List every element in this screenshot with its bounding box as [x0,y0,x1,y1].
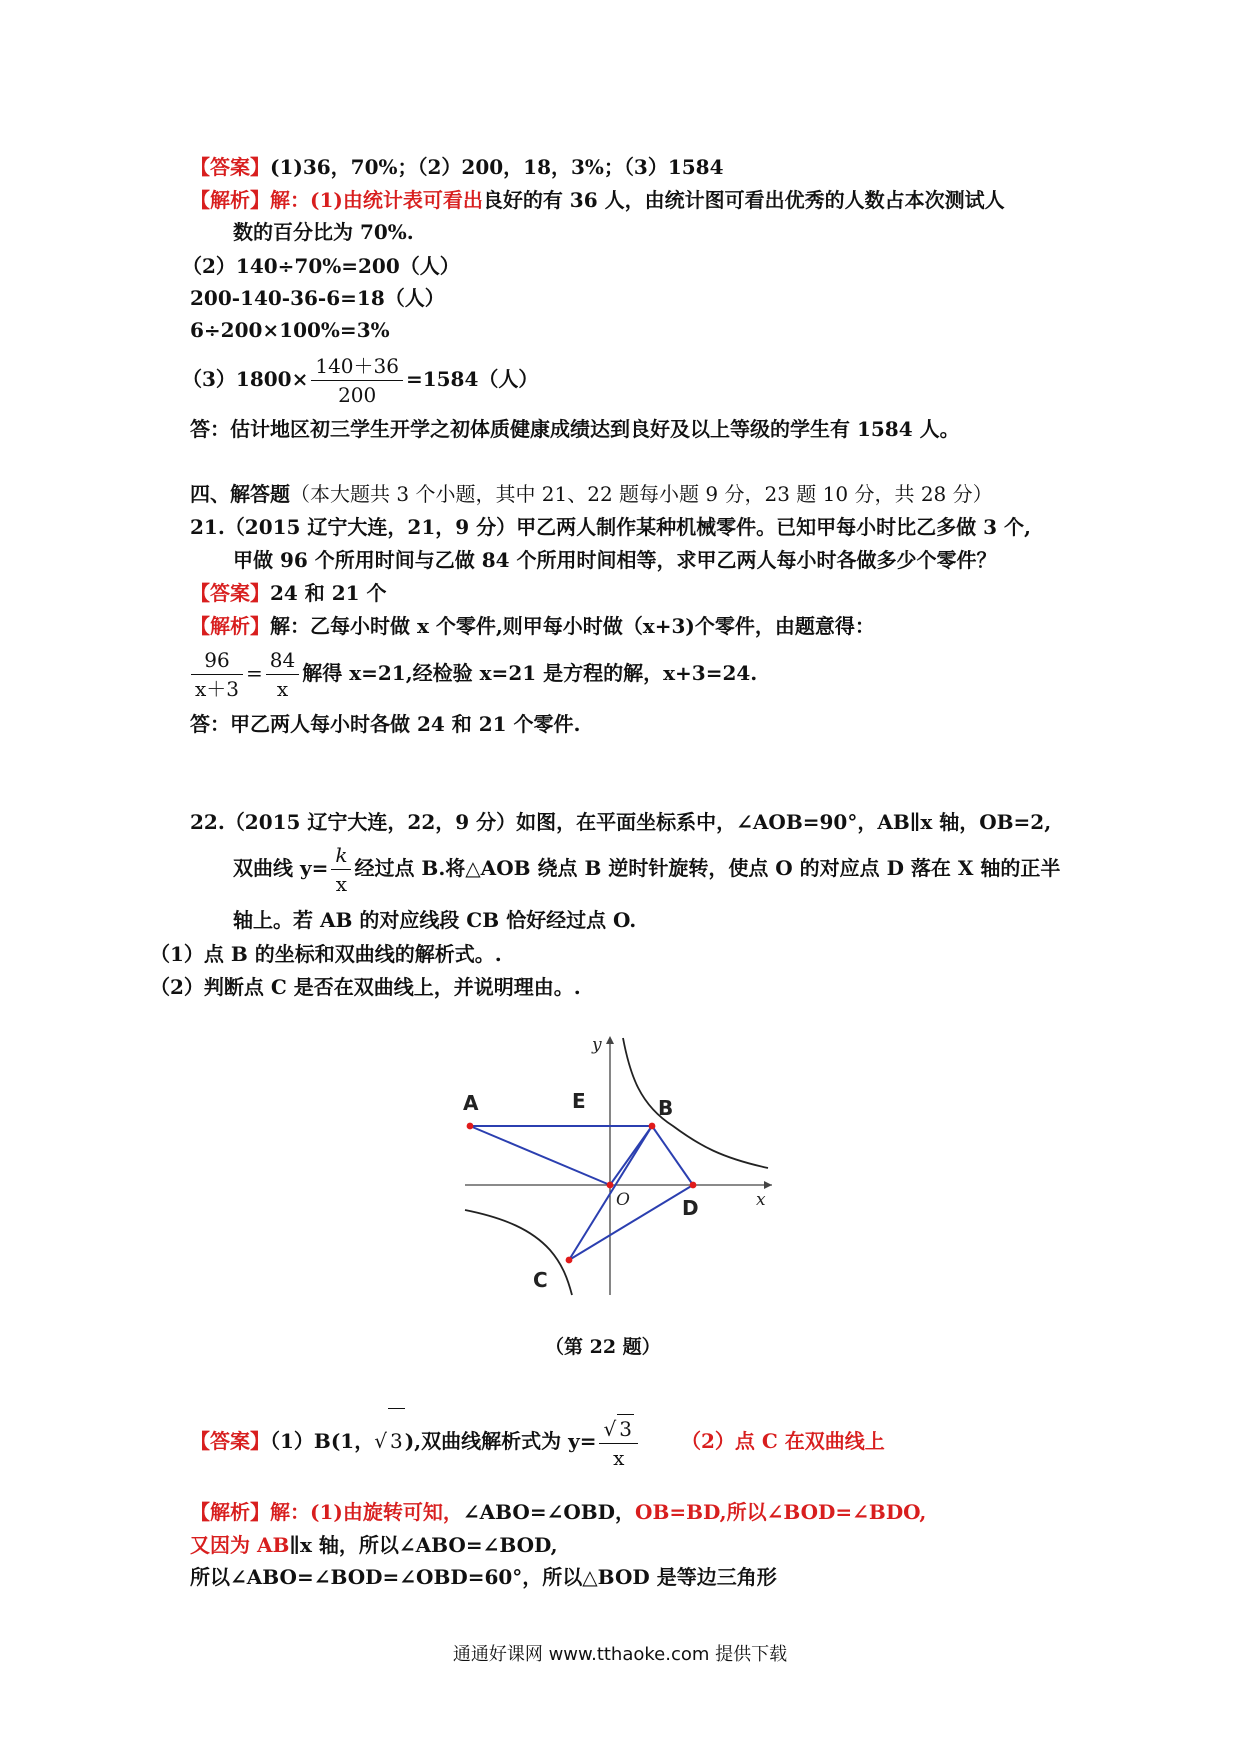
label-a: A [463,1091,479,1115]
q20-step2-line1: （2）140÷70%=200（人） [182,254,460,278]
label-o: O [616,1190,630,1210]
q21-answer-line [190,581,387,605]
label-b: B [658,1096,674,1120]
sqrt-sign: √ [374,1429,387,1453]
eq-numerator-left: 96 [191,646,243,675]
answer-tag: 【答案】 [190,581,270,605]
analysis-red2: OB=BD,所以∠BOD=∠BDO, [635,1500,927,1524]
q22-line2-rest: 经过点 B.将△AOB 绕点 B 逆时针旋转，使点 O 的对应点 D 落在 X 轴的正半 [354,856,1061,880]
q22-answer-line [190,1408,885,1473]
q20-analysis-line2: 数的百分比为 70%. [233,220,414,244]
analysis-tag: 【解析】 [190,1500,270,1524]
answer-p2: ),双曲线解析式为 y= [404,1429,597,1453]
point-a [467,1123,474,1130]
analysis-mid: ∠ABO=∠OBD， [462,1500,636,1524]
answer-numerator-radicand: 3 [617,1414,634,1443]
q21-line1: 21.（2015 辽宁大连，21，9 分）甲乙两人制作某种机械零件。已知甲每小时比乙多做 3 个, [190,515,1031,539]
answer-text: (1)36，70%；（2）200，18，3%；（3）1584 [270,155,724,179]
analysis-line2-rest: ∥x 轴，所以∠ABO=∠BOD, [289,1533,558,1557]
figure-segments [470,1126,693,1260]
q22-line3: 轴上。若 AB 的对应线段 CB 恰好经过点 O. [233,908,637,932]
q22-sub2: （2）判断点 C 是否在双曲线上，并说明理由。. [150,975,581,999]
q21-equation-line [188,643,757,703]
label-e: E [572,1089,586,1113]
analysis-line2-red: 又因为 AB [190,1533,290,1557]
q22-line1: 22.（2015 辽宁大连，22，9 分）如图，在平面坐标系中，∠AOB=90°，AB∥x 轴，OB=2, [190,810,1052,834]
label-y: y [592,1035,602,1055]
answer-tag: 【答案】 [190,1429,270,1453]
q20-step2-line2: 200-140-36-6=18（人） [190,286,445,310]
q22-sub1: （1）点 B 的坐标和双曲线的解析式。. [150,942,502,966]
label-c: C [533,1268,548,1292]
segment-cd [569,1185,693,1260]
q20-step3-line [182,349,538,409]
q20-conclusion: 答：估计地区初三学生开学之初体质健康成绩达到良好及以上等级的学生有 1584 人。 [190,417,960,441]
point-o [607,1182,614,1189]
q22-line2 [233,838,1060,898]
sqrt-radicand: 3 [388,1408,405,1473]
q22-line2-prefix: 双曲线 y= [233,856,329,880]
footer: 通通好课网 www.tthaoke.com 提供下载 [452,1644,788,1665]
eq-numerator-right: 84 [266,646,299,675]
q22-analysis-line2 [190,1533,558,1557]
q20-step2-line3: 6÷200×100%=3% [190,318,390,342]
answer-p1: （1）B(1， [270,1429,375,1453]
figure-caption: （第 22 题） [545,1336,661,1358]
answer-fraction [599,1414,637,1472]
q20-answer-line [190,155,724,179]
eq-equals: = [246,661,263,685]
section4-note: （本大题共 3 个小题，其中 21、22 题每小题 9 分，23 题 10 分，共 28 分） [290,482,993,506]
label-d: D [682,1196,699,1220]
x-axis-arrow [764,1181,772,1189]
step3-denominator: 200 [338,383,377,407]
section4-heading: 四、解答题 [190,482,290,506]
step3-suffix: =1584（人） [405,367,539,391]
eq-denominator-left: x＋3 [195,677,240,701]
answer-text: 24 和 21 个 [270,581,387,605]
analysis-lead: 解：(1)由旋转可知， [270,1500,463,1524]
label-x: x [756,1190,766,1210]
eq-fraction-left [191,646,243,703]
answer-numerator [599,1414,637,1444]
answer-denominator: x [613,1445,625,1470]
eq-denominator-right: x [276,677,289,701]
answer-sqrt-sign: √ [603,1416,617,1441]
point-c [566,1257,573,1264]
analysis-text: 解：乙每小时做 x 个零件,则甲每小时做（x+3)个零件，由题意得： [270,614,875,638]
step3-prefix: （3）1800× [182,367,309,391]
eq-fraction-right [266,646,299,703]
section4-heading-line [190,482,993,506]
point-d [690,1182,697,1189]
q22-analysis-line3: 所以∠ABO=∠BOD=∠OBD=60°，所以△BOD 是等边三角形 [190,1565,777,1589]
q21-analysis-line [190,614,875,638]
q21-line2: 甲做 96 个所用时间与乙做 84 个所用时间相等，求甲乙两人每小时各做多少个零件？ [233,548,997,572]
q22-analysis-line1 [190,1500,926,1524]
eq-rest: 解得 x=21,经检验 x=21 是方程的解，x+3=24. [302,661,758,685]
q22-k-over-x [331,841,351,898]
hyperbola-branch-left [465,1210,572,1295]
answer-tag: 【答案】 [190,155,270,179]
q22-figure [460,1030,780,1330]
answer-part2: （2）点 C 在双曲线上 [680,1429,885,1453]
analysis-text: 良好的有 36 人，由统计图可看出优秀的人数占本次测试人 [482,188,1005,212]
q21-conclusion: 答：甲乙两人每小时各做 24 和 21 个零件. [190,712,581,736]
analysis-lead: 解：(1)由统计表可看出 [270,188,483,212]
figure-points [467,1123,697,1264]
analysis-tag: 【解析】 [190,614,270,638]
y-axis-arrow [606,1036,614,1044]
q20-analysis-line1 [190,188,1005,212]
analysis-tag: 【解析】 [190,188,270,212]
hyperbola-branch-right [623,1038,768,1168]
step3-fraction [311,352,403,409]
point-b [649,1123,656,1130]
q22-x: x [335,872,348,896]
q22-k: k [331,841,351,870]
segment-ao [470,1126,610,1185]
step3-numerator: 140＋36 [311,352,403,381]
